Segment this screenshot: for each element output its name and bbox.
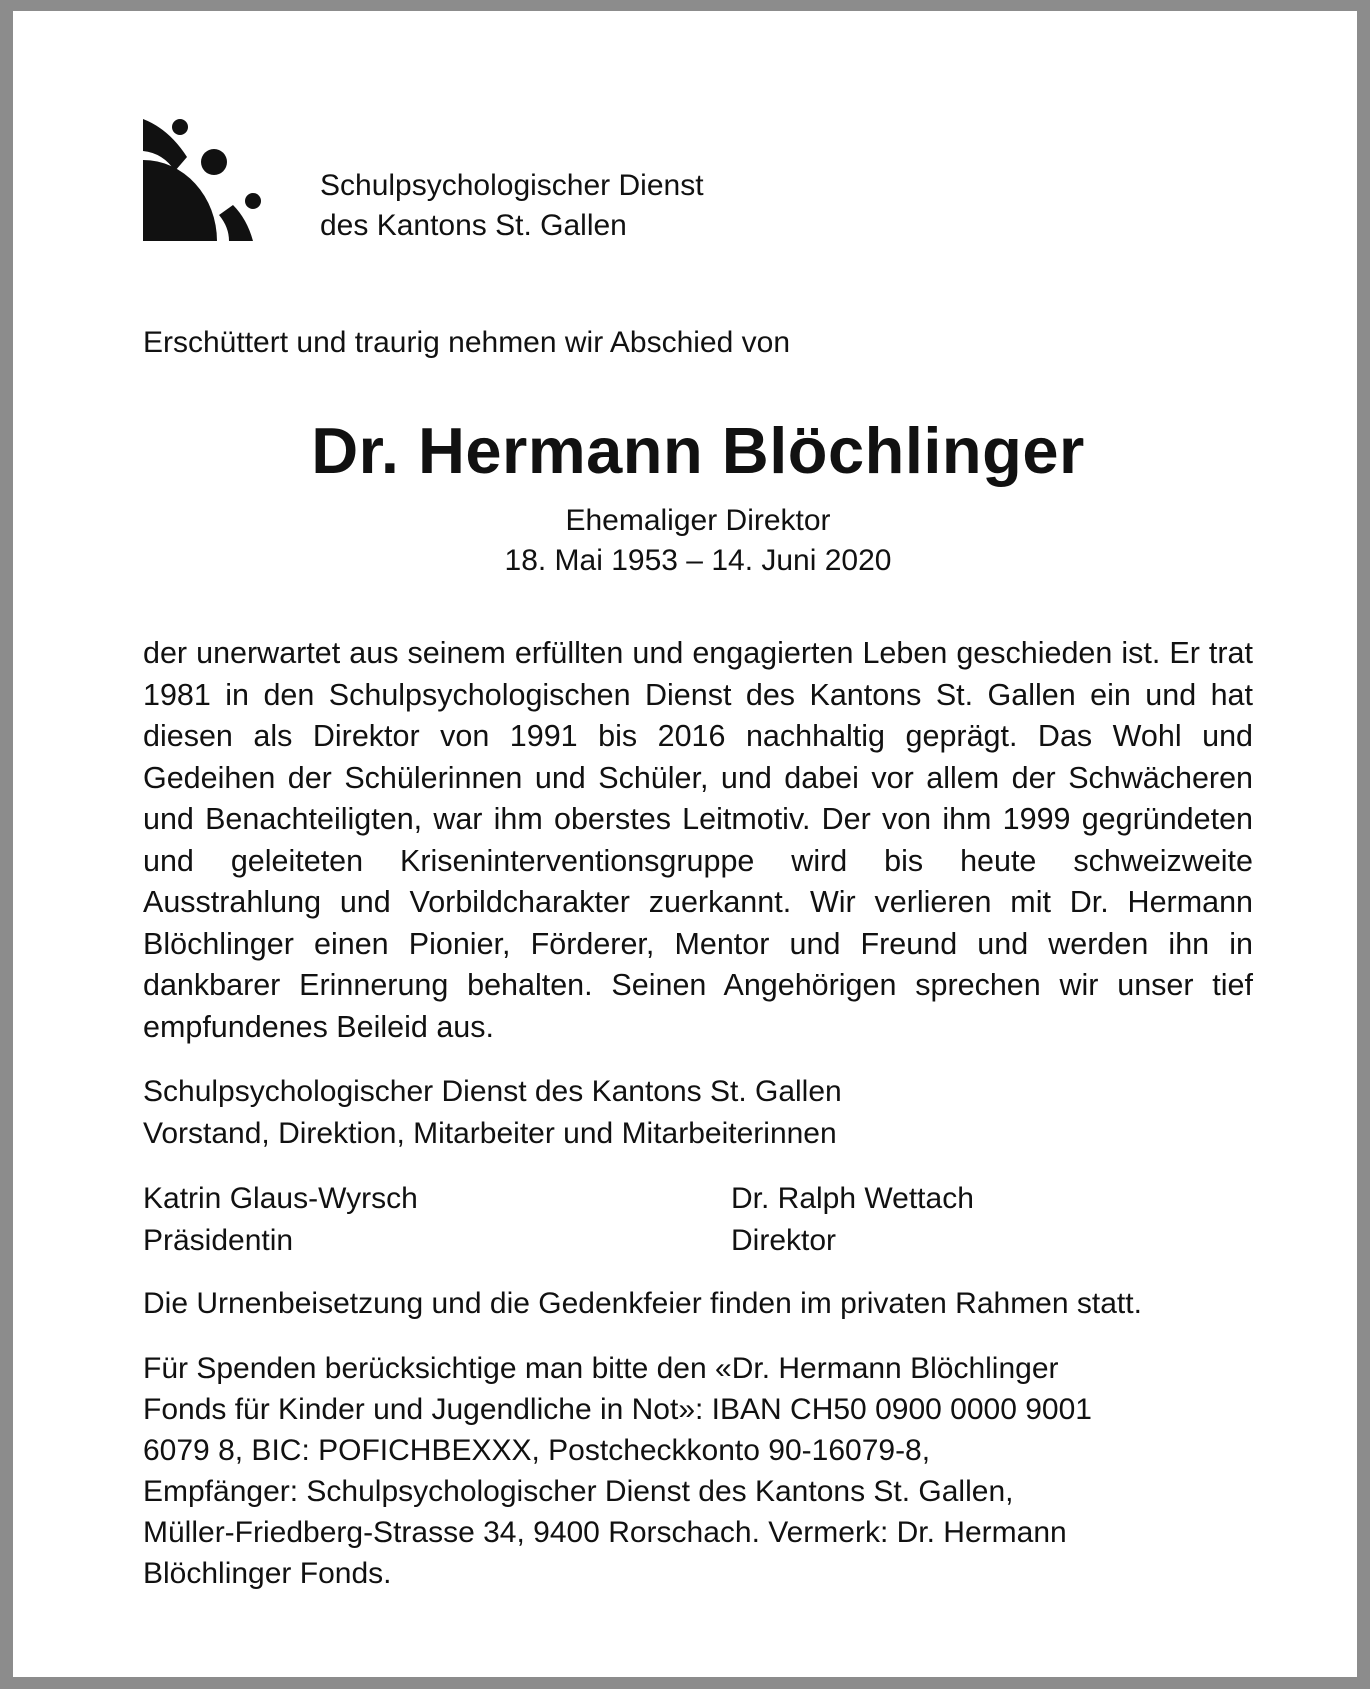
intro-text: Erschüttert und traurig nehmen wir Abschied von bbox=[143, 326, 791, 359]
donation-line: Blöchlinger Fonds. bbox=[143, 1557, 392, 1590]
donation-line: 6079 8, BIC: POFICHBEXXX, Postcheckkonto 90-16079-8, bbox=[143, 1434, 931, 1467]
donation-line: Müller-Friedberg-Strasse 34, 9400 Rorschach. Vermerk: Dr. Hermann bbox=[143, 1516, 1067, 1549]
deceased-details bbox=[143, 501, 1253, 581]
donation-info bbox=[143, 1348, 1253, 1594]
donation-line: Für Spenden berücksichtige man bitte den «Dr. Hermann Blöchlinger bbox=[143, 1352, 1059, 1385]
signatory-title: Direktor bbox=[731, 1224, 837, 1257]
funeral-notice: Die Urnenbeisetzung und die Gedenkfeier finden im privaten Rahmen statt. bbox=[143, 1287, 1142, 1320]
org-name-line2: des Kantons St. Gallen bbox=[320, 209, 627, 242]
deceased-role: Ehemaliger Direktor bbox=[565, 504, 831, 537]
signatory-name: Dr. Ralph Wettach bbox=[731, 1182, 974, 1215]
logo-dot-right bbox=[245, 193, 261, 209]
logo-dot-large bbox=[201, 149, 227, 175]
signatory-title: Präsidentin bbox=[143, 1224, 294, 1257]
org-name-line1: Schulpsychologischer Dienst bbox=[320, 169, 704, 202]
logo-dot-small bbox=[172, 119, 188, 135]
sender-line1: Schulpsychologischer Dienst des Kantons St. Gallen bbox=[143, 1075, 842, 1108]
signatory-president bbox=[143, 1178, 418, 1262]
sender-line2: Vorstand, Direktion, Mitarbeiter und Mitarbeiterinnen bbox=[143, 1117, 837, 1150]
obituary-notice bbox=[13, 11, 1357, 1677]
logo-arc-bottom bbox=[219, 205, 253, 241]
signatory-name: Katrin Glaus-Wyrsch bbox=[143, 1182, 418, 1215]
deceased-dates: 18. Mai 1953 – 14. Juni 2020 bbox=[504, 544, 892, 577]
organization-header bbox=[320, 166, 704, 246]
deceased-name: Dr. Hermann Blöchlinger bbox=[311, 414, 1085, 487]
donation-line: Fonds für Kinder und Jugendliche in Not»: IBAN CH50 0900 0000 9001 bbox=[143, 1393, 1092, 1426]
organization-logo bbox=[143, 119, 265, 243]
signatory-director bbox=[731, 1178, 974, 1262]
donation-line: Empfänger: Schulpsychologischer Dienst des Kantons St. Gallen, bbox=[143, 1475, 1014, 1508]
sender-block bbox=[143, 1071, 842, 1155]
tribute-paragraph: der unerwartet aus seinem erfüllten und engagierten Leben geschieden ist. Er trat 1981 in den Schulpsychologischen Dienst des Kantons St. Gallen ein und hat diesen als Direktor von 1991 bis 2016 nachhaltig geprägt. Das Wohl und Gedeihen der Schülerinnen und Schüler, und dabei vor allem der Schwächeren und Benachteiligten, war ihm oberstes Leitmotiv. Der von ihm 1999 gegründeten und geleiteten Kriseninterventionsgruppe wird bis heute schweizweite Ausstrahlung und Vorbildcharakter zuerkannt. Wir verlieren mit Dr. Hermann Blöchlinger einen Pionier, Förderer, Mentor und Freund und werden ihn in dankbarer Erinnerung behalten. Seinen Angehörigen sprechen wir unser tief empfundenes Beileid aus. bbox=[143, 636, 1253, 1044]
